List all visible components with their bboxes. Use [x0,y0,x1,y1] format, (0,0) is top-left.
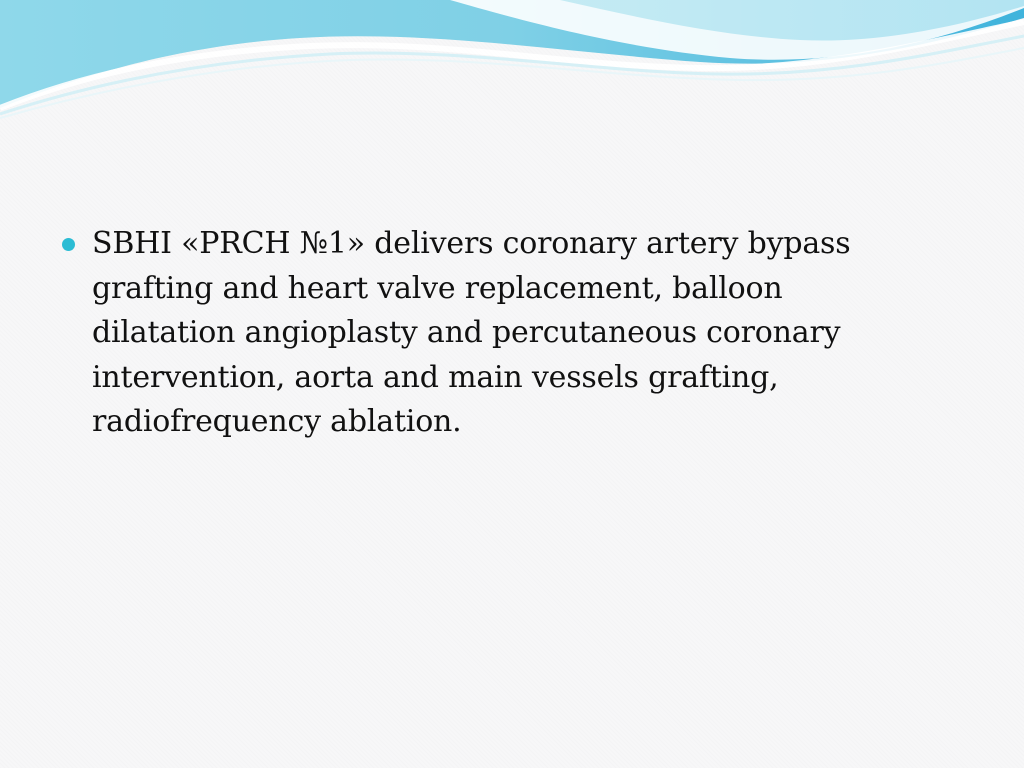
slide-content [62,222,922,445]
bullet-item [62,222,922,445]
decorative-wave-header [0,0,1024,120]
bullet-dot-icon [62,238,75,251]
bullet-text: SBHI «PRCH №1» delivers coronary artery bypass grafting and heart valve replacement, balloon dilatation angioplasty and percutaneous coronary intervention, aorta and main vessels grafting, radiofrequency ablation. [92,226,851,439]
